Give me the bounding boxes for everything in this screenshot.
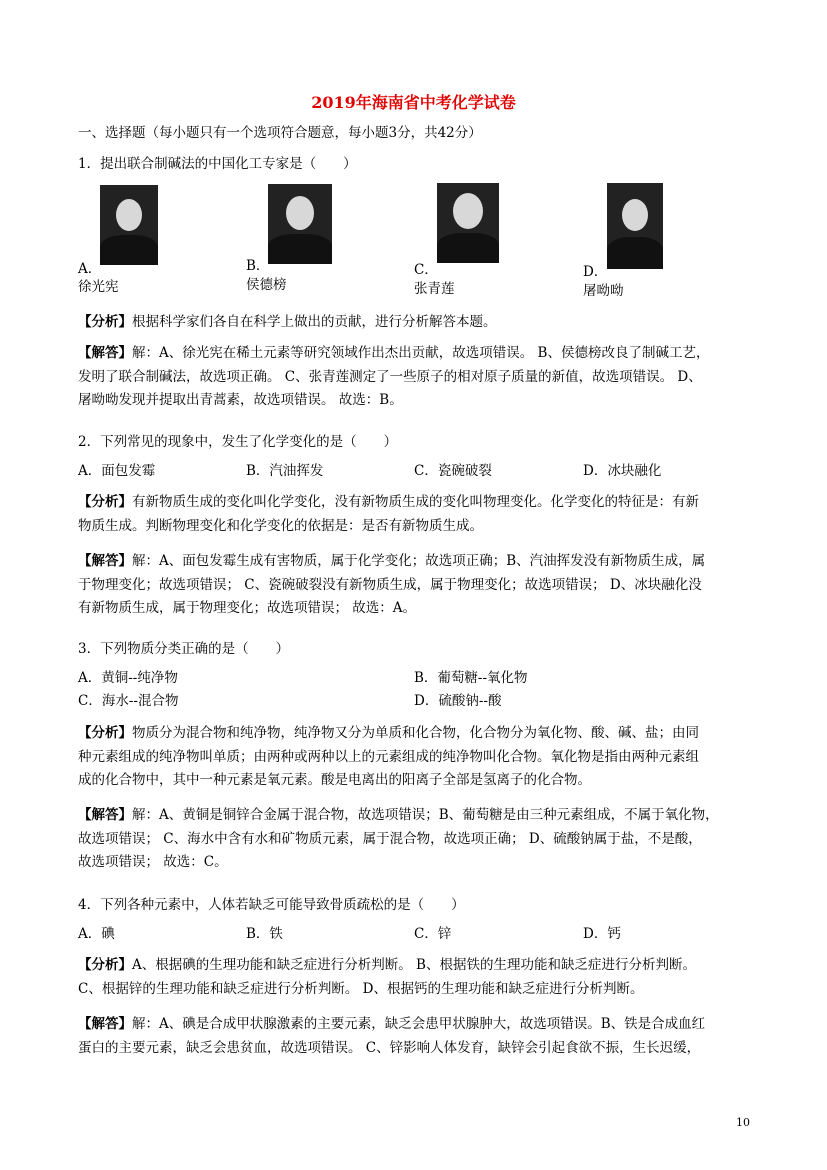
q3-answer-tag: 【解答】 xyxy=(78,807,132,823)
q1-option-d-letter: D． xyxy=(583,264,608,280)
section-heading: 一、选择题（每小题只有一个选项符合题意，每小题3分，共42分） xyxy=(78,125,482,141)
q2-answer-line-3: 有新物质生成，属于物理变化；故选项错误； 故选：A。 xyxy=(78,600,417,616)
page-number: 10 xyxy=(736,1116,750,1129)
q1-option-d-name: 屠呦呦 xyxy=(583,283,624,299)
q4-analysis xyxy=(78,954,750,1001)
q1-analysis-tag: 【分析】 xyxy=(78,314,132,330)
q1-analysis-text: 根据科学家们各自在科学上做出的贡献，进行分析解答本题。 xyxy=(132,314,497,330)
q2-option-d: D．冰块融化 xyxy=(583,463,662,479)
q3-option-a: A．黄铜--纯净物 xyxy=(78,670,178,686)
portrait-tu-youyou xyxy=(607,183,663,269)
q4-answer-tag: 【解答】 xyxy=(78,1016,132,1032)
q2-option-c: C．瓷碗破裂 xyxy=(414,463,492,479)
q4-analysis-tag: 【分析】 xyxy=(78,957,132,973)
q2-analysis-tag: 【分析】 xyxy=(78,494,132,510)
q4-answer-line-2: 蛋白的主要元素，缺乏会患贫血，故选项错误。 C、锌影响人体发育，缺锌会引起食欲不振，生长迟缓， xyxy=(78,1039,701,1056)
q2-answer-line-1: 解：A、面包发霉生成有害物质，属于化学变化；故选项正确；B、汽油挥发没有新物质生成，属 xyxy=(132,553,706,569)
q3-analysis-line-3: 成的化合物中，其中一种元素是氧元素。酸是电离出的阳离子全部是氢离子的化合物。 xyxy=(78,772,591,788)
q2-stem: 2．下列常见的现象中，发生了化学变化的是（ ） xyxy=(78,434,398,450)
q1-answer-line-3: 屠呦呦发现并提取出青蒿素，故选项错误。 故选：B。 xyxy=(78,392,403,408)
q3-stem: 3．下列物质分类正确的是（ ） xyxy=(78,641,290,657)
q3-option-b: B．葡萄糖--氧化物 xyxy=(414,670,528,686)
exam-title: 2019年海南省中考化学试卷 xyxy=(311,93,516,112)
q3-answer-line-3: 故选项错误； 故选：C。 xyxy=(78,854,228,870)
q3-answer xyxy=(78,804,750,875)
q3-option-c: C．海水--混合物 xyxy=(78,693,179,709)
q3-analysis-tag: 【分析】 xyxy=(78,725,132,741)
q1-option-c-name: 张青莲 xyxy=(414,281,455,297)
q3-analysis-line-2: 种元素组成的纯净物叫单质；由两种或两种以上的元素组成的纯净物叫化合物。氧化物是指由两种元素组 xyxy=(78,748,699,765)
q3-analysis xyxy=(78,722,750,793)
q1-stem: 1．提出联合制碱法的中国化工专家是（ ） xyxy=(78,156,357,172)
portrait-hou-debang xyxy=(268,184,332,264)
q2-answer xyxy=(78,550,750,621)
q1-option-a-letter: A． xyxy=(78,261,102,277)
q1-option-b-name: 侯德榜 xyxy=(246,277,287,293)
q1-option-c-letter: C． xyxy=(414,262,438,278)
q1-answer-line-2: 发明了联合制碱法，故选项正确。 C、张青莲测定了一些原子的相对原子质量的新值，故选项错误。 D、 xyxy=(78,368,702,385)
q2-answer-line-2: 于物理变化；故选项错误； C、瓷碗破裂没有新物质生成，属于物理变化；故选项错误； D、冰块融化没 xyxy=(78,576,702,593)
q3-option-d: D．硫酸钠--酸 xyxy=(414,693,502,709)
q2-analysis-line-1: 有新物质生成的变化叫化学变化，没有新物质生成的变化叫物理变化。化学变化的特征是：有新 xyxy=(132,494,699,510)
q4-analysis-line-1: A、根据碘的生理功能和缺乏症进行分析判断。 B、根据铁的生理功能和缺乏症进行分析判断。 xyxy=(132,957,696,973)
q2-option-a: A．面包发霉 xyxy=(78,463,156,479)
portrait-zhang-qinglian xyxy=(437,183,499,263)
q2-analysis xyxy=(78,491,750,538)
q1-analysis xyxy=(78,311,750,335)
q4-option-c: C．锌 xyxy=(414,926,452,942)
q1-answer-tag: 【解答】 xyxy=(78,345,132,361)
q1-answer-line-1: 解：A、徐光宪在稀土元素等研究领域作出杰出贡献，故选项错误。 B、侯德榜改良了制碱工艺， xyxy=(132,345,710,361)
q3-answer-line-2: 故选项错误； C、海水中含有水和矿物质元素，属于混合物，故选项正确； D、硫酸钠属于盐，不是酸， xyxy=(78,830,702,847)
q4-answer xyxy=(78,1013,750,1060)
q2-analysis-line-2: 物质生成。判断物理变化和化学变化的依据是：是否有新物质生成。 xyxy=(78,517,483,534)
q1-option-a-name: 徐光宪 xyxy=(78,279,119,295)
q4-analysis-line-2: C、根据锌的生理功能和缺乏症进行分析判断。 D、根据钙的生理功能和缺乏症进行分析判断。 xyxy=(78,980,644,997)
q4-option-a: A．碘 xyxy=(78,926,115,942)
q2-option-b: B．汽油挥发 xyxy=(246,463,324,479)
q1-answer xyxy=(78,342,750,413)
q1-option-b-letter: B． xyxy=(246,258,270,274)
q4-answer-line-1: 解：A、碘是合成甲状腺激素的主要元素，缺乏会患甲状腺肿大，故选项错误。B、铁是合成血红 xyxy=(132,1016,706,1032)
portrait-xu-guangxian xyxy=(100,185,158,265)
q3-analysis-line-1: 物质分为混合物和纯净物，纯净物又分为单质和化合物，化合物分为氧化物、酸、碱、盐；由同 xyxy=(132,725,699,741)
q3-answer-line-1: 解：A、黄铜是铜锌合金属于混合物，故选项错误；B、葡萄糖是由三种元素组成，不属于氧化物， xyxy=(132,807,719,823)
q4-stem: 4．下列各种元素中，人体若缺乏可能导致骨质疏松的是（ ） xyxy=(78,897,465,913)
q2-answer-tag: 【解答】 xyxy=(78,553,132,569)
q4-option-b: B．铁 xyxy=(246,926,283,942)
q4-option-d: D．钙 xyxy=(583,926,621,942)
